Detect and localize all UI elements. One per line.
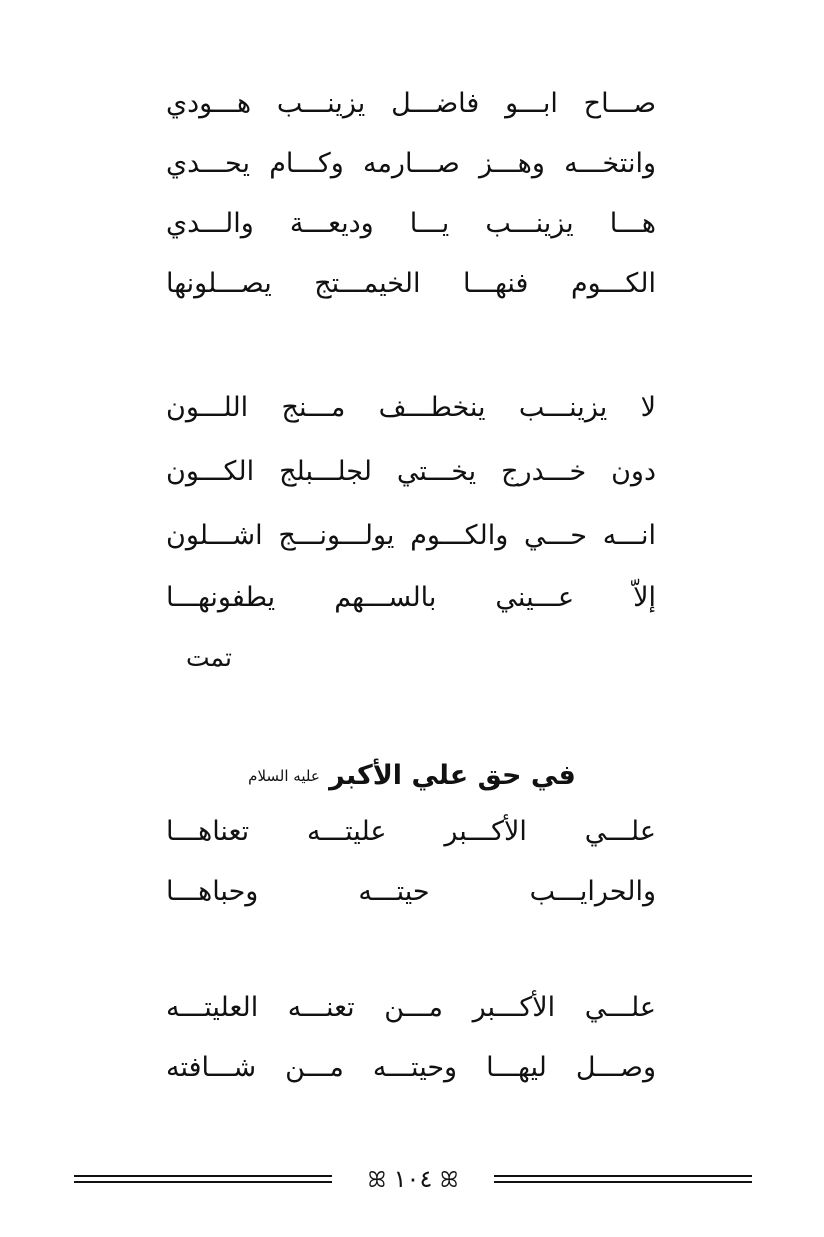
page-number: ١٠٤	[393, 1165, 433, 1193]
poem-line: علـــي الأكـــبر عليتـــه تعناهـــا	[166, 816, 656, 847]
end-word: تمت	[186, 643, 232, 672]
poem-line: إلاّ عـــيني بالســـهم يطفونهـــا	[166, 582, 656, 613]
poem-line: انـــه حـــي والكـــوم يولـــونـــج اشـــلون	[166, 520, 656, 551]
page-footer	[74, 1160, 752, 1200]
honorific-mark: عليه السلام	[248, 767, 320, 785]
poem-line: الكـــوم فنهـــا الخيمـــتج يصـــلونها	[166, 268, 656, 299]
poem-line: هـــا يزينـــب يـــا وديعـــة والـــدي	[166, 208, 656, 239]
poem-line: وانتخـــه وهـــز صـــارمه وكـــام يحـــدي	[166, 148, 656, 179]
ornament-right-icon: ꕤ	[439, 1168, 459, 1193]
poem-line: دون خـــدرج يخـــتي لجلـــبلج الكـــون	[166, 456, 656, 487]
poem-line: علـــي الأكـــبر مـــن تعنـــه العليتـــه	[166, 992, 656, 1023]
footer-rule-right	[494, 1175, 752, 1183]
ornament-left-icon: ꕤ	[367, 1168, 387, 1193]
section-heading	[0, 756, 824, 796]
poem-line: والحرايـــب حيتـــه وحباهـــا	[166, 876, 656, 907]
poem-line: صـــاح ابـــو فاضـــل يزينـــب هـــودي	[166, 88, 656, 119]
section-title: في حق علي الأكبر	[329, 760, 576, 791]
poem-line: وصـــل ليهـــا وحيتـــه مـــن شـــافته	[166, 1052, 656, 1083]
footer-rule-left	[74, 1175, 332, 1183]
poem-line: لا يزينـــب ينخطـــف مـــنج اللـــون	[166, 392, 656, 423]
page-number-block	[344, 1160, 482, 1200]
